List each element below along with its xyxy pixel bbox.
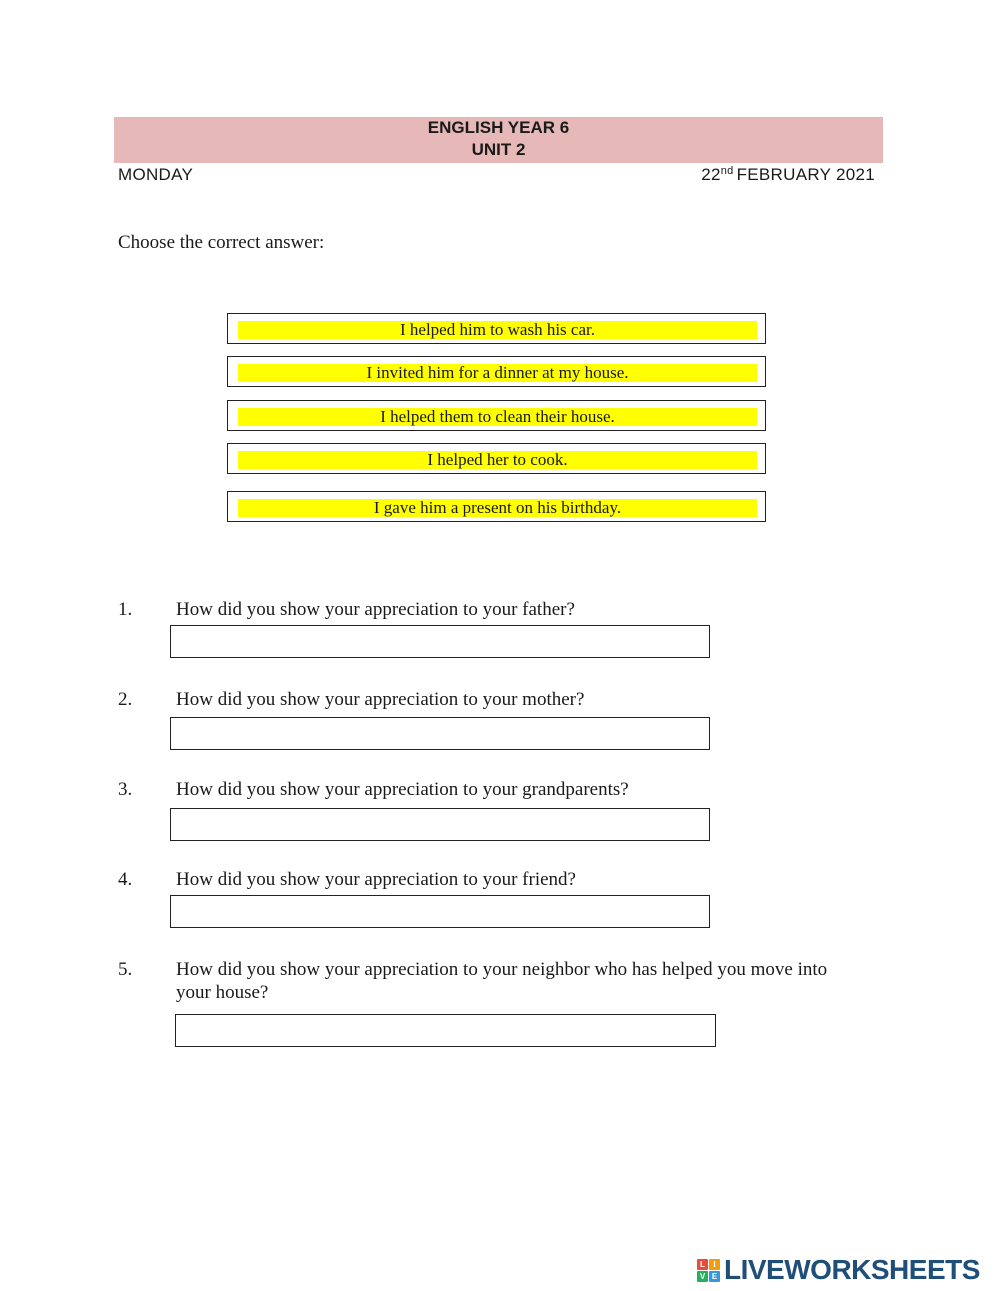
- date-label: [701, 165, 875, 185]
- option-text: I helped her to cook.: [238, 451, 757, 469]
- option-text: I helped him to wash his car.: [238, 321, 757, 339]
- date-suffix: nd: [720, 165, 734, 177]
- date-month-year: FEBRUARY 2021: [736, 165, 875, 184]
- question-number: 1.: [118, 599, 133, 620]
- worksheet-header: [114, 117, 883, 163]
- option-text: I gave him a present on his birthday.: [238, 499, 757, 517]
- logo-block: V: [697, 1271, 708, 1282]
- question-number: 5.: [118, 959, 133, 980]
- worksheet-unit: UNIT 2: [471, 140, 526, 159]
- logo-text: LIVEWORKSHEETS: [724, 1254, 980, 1285]
- option-box: [227, 443, 766, 474]
- question-text: How did you show your appreciation to your father?: [176, 599, 575, 620]
- question-text: How did you show your appreciation to your mother?: [176, 689, 585, 710]
- logo-block: E: [709, 1271, 720, 1282]
- option-text: I invited him for a dinner at my house.: [238, 364, 757, 382]
- question-text: How did you show your appreciation to your neighbor who has helped you move into your house?: [176, 959, 828, 1003]
- question-text: How did you show your appreciation to your grandparents?: [176, 779, 629, 800]
- logo-icon: [697, 1259, 720, 1282]
- logo-block: I: [709, 1259, 720, 1270]
- question-number: 4.: [118, 869, 133, 890]
- worksheet-title: ENGLISH YEAR 6: [427, 118, 570, 137]
- answer-input-2[interactable]: [170, 717, 710, 750]
- option-text: I helped them to clean their house.: [238, 408, 757, 426]
- logo-block: L: [697, 1259, 708, 1270]
- question-text: How did you show your appreciation to your friend?: [176, 869, 576, 890]
- option-box: [227, 400, 766, 431]
- instruction-text: Choose the correct answer:: [118, 232, 325, 253]
- liveworksheets-logo: [697, 1255, 980, 1285]
- question-number: 3.: [118, 779, 133, 800]
- answer-input-1[interactable]: [170, 625, 710, 658]
- option-box: [227, 356, 766, 387]
- day-label: MONDAY: [118, 165, 194, 184]
- option-box: [227, 491, 766, 522]
- date-day: 22: [701, 165, 721, 184]
- answer-input-4[interactable]: [170, 895, 710, 928]
- question-number: 2.: [118, 689, 133, 710]
- answer-input-5[interactable]: [175, 1014, 716, 1047]
- option-box: [227, 313, 766, 344]
- answer-input-3[interactable]: [170, 808, 710, 841]
